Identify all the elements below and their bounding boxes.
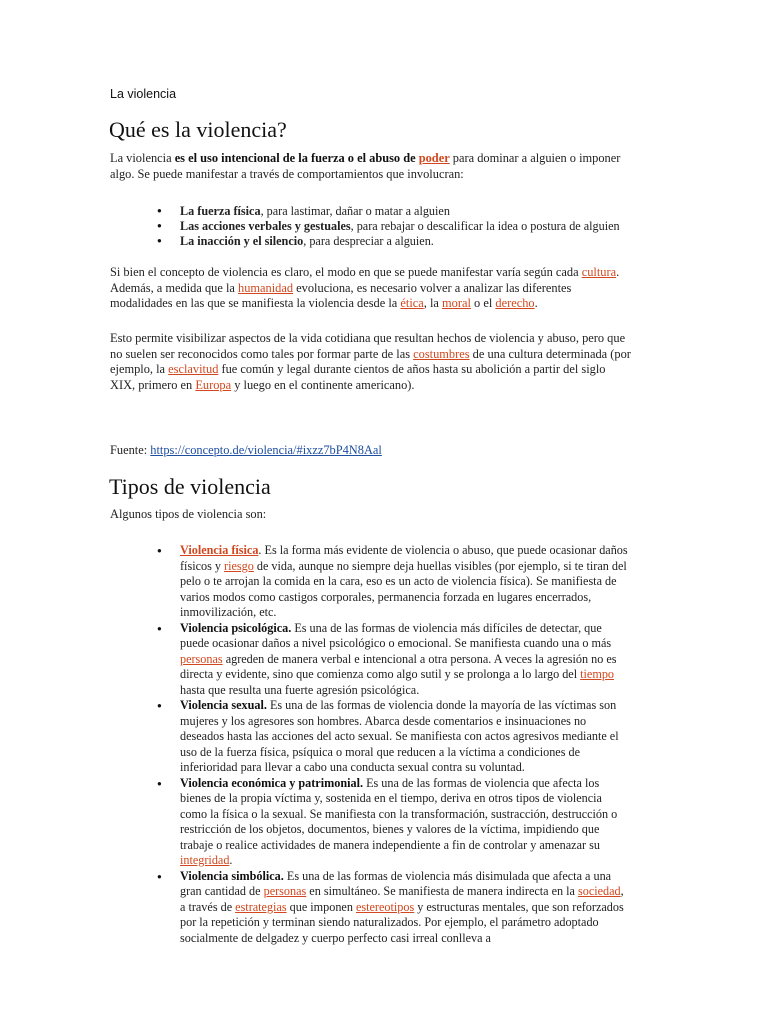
link-moral[interactable]: moral [442,296,471,311]
list-item-violencia-economica [180,776,632,869]
list-item-violencia-sexual [180,698,632,776]
violence-types-list [180,543,632,946]
item-text: en simultáneo. Se manifiesta de manera indirecta en la [306,884,578,898]
source-link[interactable]: https://concepto.de/violencia/#ixzz7bP4N8Aal [150,443,382,457]
list-item-violencia-simbolica [180,869,632,947]
list-item-bold: La inacción y el silencio [180,233,304,248]
intro-paragraph [110,151,632,182]
list-item-violencia-psicologica [180,621,632,699]
item-text: Es una de las formas de violencia donde la mayoría de las víctimas son mujeres y los agresores son hombres. Abarca desde comentarios e insinuaciones no deseados hasta las acciones del acto sexual. Se manifiesta con actos agresivos mediante el uso de la fuerza física, psíquica o moral que reducen a la víctima a condiciones de inferioridad para llevar a cabo una conducta sexual contra su voluntad. [180,698,619,774]
item-text: de vida, aunque no siempre deja huellas visibles (por ejemplo, si te tiran del pelo o te arrojan la comida en la cara, eso es un acto de violencia física). Se manifiesta de varios modos como castigos corporales, permanencia forzada en lugares encerrados, inmovilización, etc. [180,558,627,619]
paragraph-costumbres [110,331,632,394]
item-text: Es una de las formas de violencia más disimulada que afecta a una gran cantidad de [180,868,612,898]
item-text: , a través de [180,884,624,914]
link-tiempo[interactable]: tiempo [580,667,615,681]
link-personas[interactable]: personas [180,651,223,666]
heading-que-es-la-violencia: Qué es la violencia? [109,117,287,142]
para-text: o el [470,296,496,311]
list-item [180,219,632,234]
link-violencia-fisica[interactable]: Violencia física [180,543,259,557]
para-text: Si bien el concepto de violencia es claro, el modo en que se puede manifestar varía según cada [110,265,582,279]
item-text: . [229,853,233,867]
source-line [110,443,632,459]
link-riesgo[interactable]: riesgo [224,558,254,573]
types-intro: Algunos tipos de violencia son: [110,507,267,521]
para-text: . [534,296,538,311]
paragraph-culture [110,265,632,312]
list-item [180,204,632,219]
behaviors-list [180,204,632,248]
link-poder[interactable]: poder [418,151,450,165]
item-text: que imponen [286,899,356,914]
para-text: evoluciona, es necesario volver a analizar las diferentes modalidades en las que se manifiesta la violencia desde la [110,280,572,311]
link-sociedad[interactable]: sociedad [578,884,621,898]
list-item-text: , para rebajar o descalificar la idea o postura de alguien [350,218,620,233]
link-estrategias[interactable]: estrategias [235,899,287,914]
link-estereotipos[interactable]: estereotipos [355,899,415,914]
item-text: . Es la forma más evidente de violencia o abuso, que puede ocasionar daños físicos y [180,543,628,573]
list-item-violencia-fisica [180,543,632,621]
para-text: y luego en el continente americano). [231,378,415,393]
list-item-bold: Las acciones verbales y gestuales [180,218,351,233]
link-integridad[interactable]: integridad [180,853,230,867]
list-item-bold: La fuerza física [180,204,261,218]
item-bold: Violencia sexual. [180,698,267,712]
link-esclavitud[interactable]: esclavitud [168,362,219,377]
intro-text-bold: es el uso intencional de la fuerza o el abuso de [174,151,419,165]
link-cultura[interactable]: cultura [581,265,617,279]
para-text: . Además, a medida que la [110,265,620,295]
para-text: Esto permite visibilizar aspectos de la vida cotidiana que resultan hechos de violencia y abuso, pero que no suelen ser reconocidos como tales por formar parte de las [110,331,626,361]
list-item [180,234,632,249]
item-text: y estructuras mentales, que son reforzados por la repetición y terminan siendo naturalizados. Por ejemplo, el parámetro adoptado socialmente de delgadez y cuerpo perfecto casi irreal conlleva a [180,899,624,945]
item-text: agreden de manera verbal e intencional a otra persona. A veces la agresión no es directa y evidente, sino que comienza como algo sutil y se prolonga a lo largo del [180,651,617,681]
source-label: Fuente: [110,443,151,457]
item-bold: Violencia simbólica. [180,868,284,883]
item-text: Es una de las formas de violencia que afecta los bienes de la propia víctima y, sostenida en el tiempo, deriva en otros tipos de violencia como la física o la sexual. Se manifiesta con la transformación, sustracción, destrucción o restricción de los objetos, documentos, bienes y valores de la víctima, impidiendo que trabaje o realice actividades de manera independiente a fin de controlar y amenazar su [180,775,618,852]
item-bold: Violencia psicológica. [180,620,292,635]
list-item-text: , para lastimar, dañar o matar a alguien [260,204,450,218]
item-bold: Violencia económica y patrimonial. [180,775,364,790]
heading-tipos-de-violencia: Tipos de violencia [109,474,271,499]
document-header-label: La violencia [110,87,177,101]
link-personas[interactable]: personas [263,884,307,898]
link-etica[interactable]: ética [400,296,424,311]
para-text: fue común y legal durante cientos de años hasta su abolición a partir del siglo XIX, primero en [110,362,606,393]
link-europa[interactable]: Europa [195,378,232,393]
para-text: de una cultura determinada (por ejemplo, la [110,346,631,377]
list-item-text: , para despreciar a alguien. [303,233,434,248]
para-text: , la [423,296,443,311]
link-derecho[interactable]: derecho [495,296,535,311]
item-text: Es una de las formas de violencia más difíciles de detectar, que puede ocasionar daños a nivel psicológico o emocional. Se manifiesta cuando una o más [180,620,612,650]
link-humanidad[interactable]: humanidad [238,280,294,295]
item-text: hasta que resulta una fuerte agresión psicológica. [180,682,420,697]
intro-text-c: para dominar a alguien o imponer algo. Se puede manifestar a través de comportamientos que involucran: [110,151,621,181]
link-costumbres[interactable]: costumbres [413,346,470,361]
intro-text-a: La violencia [110,151,175,165]
